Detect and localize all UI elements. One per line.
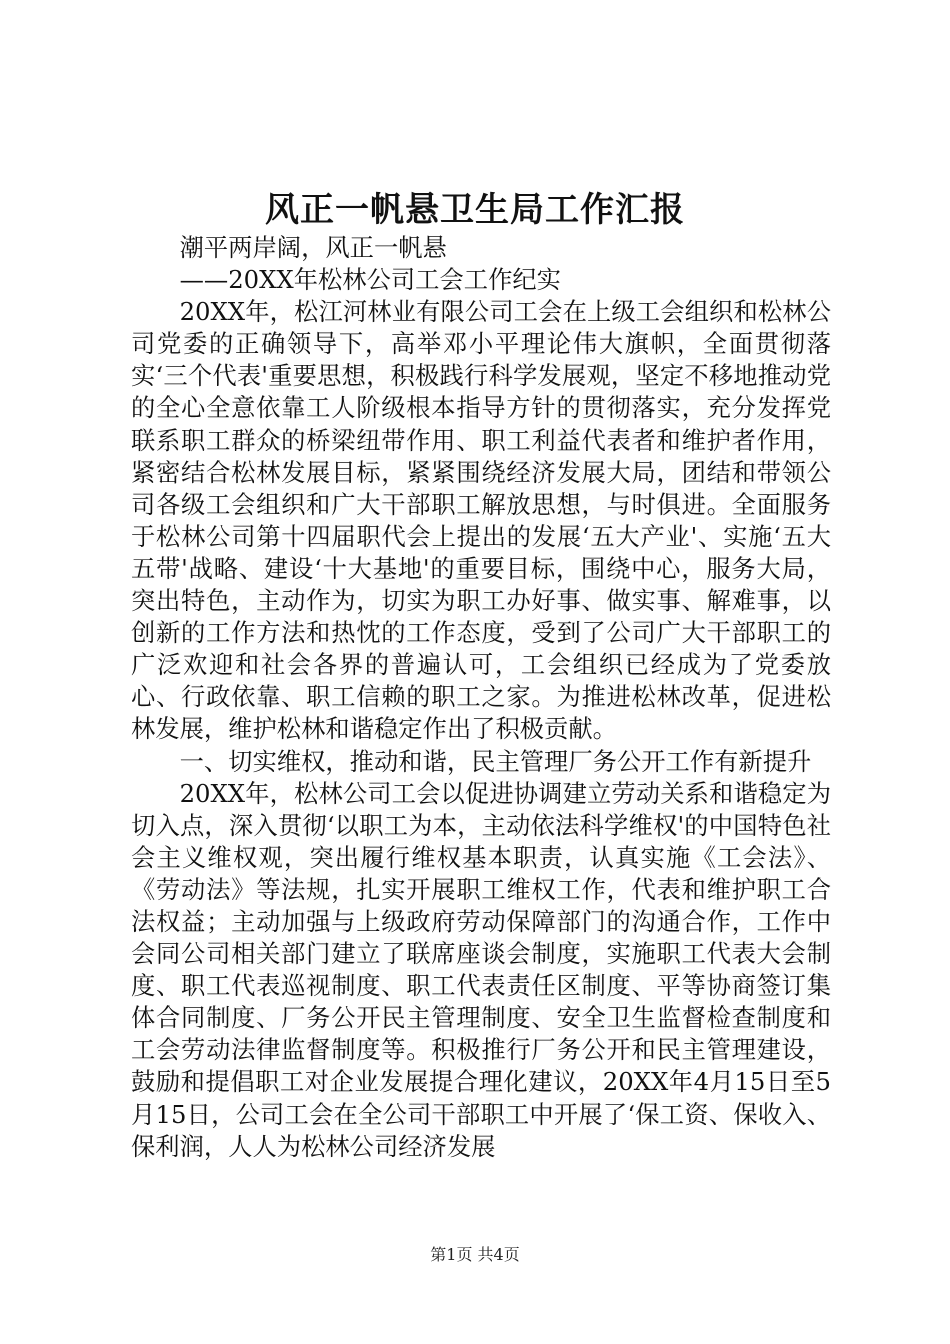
document-title: 风正一帆悬卫生局工作汇报 [265, 190, 685, 230]
document-body [131, 232, 831, 1163]
page-number-footer: 第1页 共4页 [430, 1245, 520, 1264]
body-paragraph: 20XX年，松江河林业有限公司工会在上级工会组织和松林公司党委的正确领导下，高举邓小平理论伟大旗帜，全面贯彻落实‘三个代表'重要思想，积极践行科学发展观，坚定不移地推动党的全心全意依靠工人阶级根本指导方针的贯彻落实，充分发挥党联系职工群众的桥梁纽带作用、职工利益代表者和维护者作用，紧密结合松林发展目标，紧紧围绕经济发展大局，团结和带领公司各级工会组织和广大干部职工解放思想，与时俱进。全面服务于松林公司第十四届职代会上提出的发展‘五大产业'、实施‘五大五带'战略、建设‘十大基地'的重要目标，围绕中心，服务大局，突出特色，主动作为，切实为职工办好事、做实事、解难事，以创新的工作方法和热忱的工作态度，受到了公司广大干部职工的广泛欢迎和社会各界的普遍认可，工会组织已经成为了党委放心、行政依靠、职工信赖的职工之家。为推进松林改革，促进松林发展，维护松林和谐稳定作出了积极贡献。 [131, 297, 831, 744]
body-paragraph: 20XX年，松林公司工会以促进协调建立劳动关系和谐稳定为切入点，深入贯彻‘以职工为本，主动依法科学维权'的中国特色社会主义维权观，突出履行维权基本职责，认真实施《工会法》、《劳动法》等法规，扎实开展职工维权工作，代表和维护职工合法权益；主动加强与上级政府劳动保障部门的沟通合作，工作中会同公司相关部门建立了联席座谈会制度，实施职工代表大会制度、职工代表巡视制度、职工代表责任区制度、平等协商签订集体合同制度、厂务公开民主管理制度、安全卫生监督检查制度和工会劳动法律监督制度等。积极推行厂务公开和民主管理建设，鼓励和提倡职工对企业发展提合理化建议，20XX年4月15日至5月15日，公司工会在全公司干部职工中开展了‘保工资、保收入、保利润，人人为松林公司经济发展 [131, 778, 831, 1161]
section-heading: 一、切实维权，推动和谐，民主管理厂务公开工作有新提升 [179, 746, 812, 776]
subtitle-line: ——20XX年松林公司工会工作纪实 [179, 265, 561, 295]
subtitle-line: 潮平两岸阔，风正一帆悬 [179, 233, 447, 262]
